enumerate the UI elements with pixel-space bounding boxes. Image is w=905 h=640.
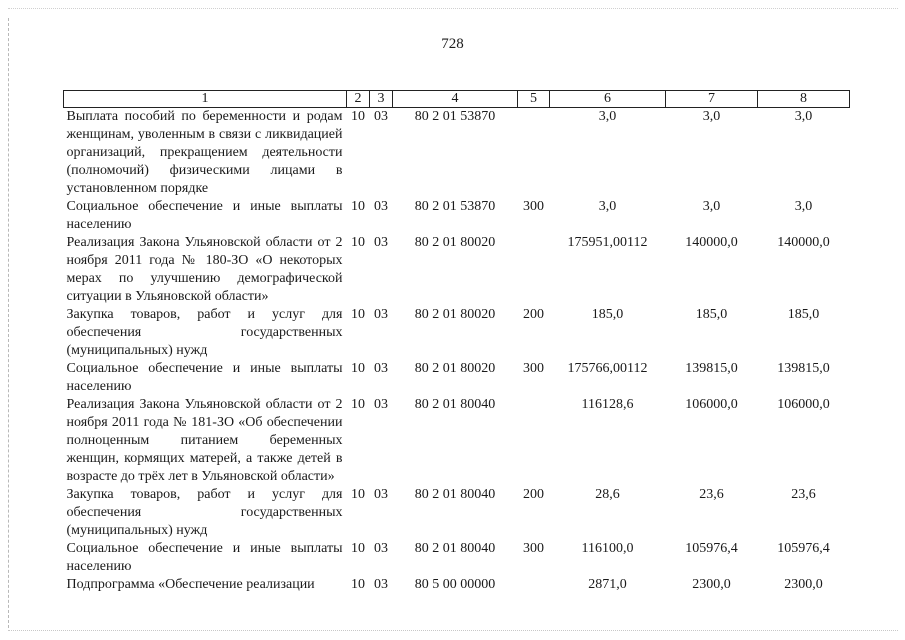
table-row [64,234,850,306]
row-target-code: 80 5 00 00000 [414,577,496,592]
row-amount-col6: 3,0 [598,109,617,124]
row-subsection: 03 [374,199,388,214]
table-row [64,486,850,540]
row-section: 10 [351,109,365,124]
table-row [64,360,850,396]
row-amount-col6: 116128,6 [581,397,634,412]
row-target-code: 80 2 01 80020 [414,235,496,250]
row-amount-col7: 23,6 [699,487,724,502]
table-header [64,91,850,108]
row-name: Социальное обеспечение и иные выплаты населению [66,541,343,574]
row-name: Закупка товаров, работ и услуг для обеспечения государственных (муниципальных) нужд [66,487,343,538]
row-amount-col6: 175951,00112 [567,235,648,250]
budget-table [63,90,850,594]
row-section: 10 [351,577,365,592]
row-expense-type: 300 [523,199,544,214]
row-expense-type: 300 [523,361,544,376]
header-col-5: 5 [518,91,550,108]
table-row [64,306,850,360]
row-amount-col7: 3,0 [702,109,721,124]
row-subsection: 03 [374,487,388,502]
table-row [64,396,850,486]
row-target-code: 80 2 01 53870 [414,109,496,124]
row-subsection: 03 [374,307,388,322]
header-row [64,91,850,108]
row-amount-col7: 139815,0 [685,361,738,376]
row-target-code: 80 2 01 80020 [414,307,496,322]
scan-border-bottom [8,630,898,631]
row-amount-col8: 23,6 [791,487,816,502]
row-section: 10 [351,397,365,412]
row-section: 10 [351,235,365,250]
row-amount-col7: 105976,4 [685,541,738,556]
row-target-code: 80 2 01 80040 [414,541,496,556]
row-expense-type [518,576,550,594]
row-amount-col6: 116100,0 [581,541,634,556]
row-name: Реализация Закона Ульяновской области от 2 ноября 2011 года № 181-ЗО «Об обеспечении полноценным питанием беременных женщин, кормящих матерей, а также детей в возрасте до трёх лет в Ульяновской области» [66,397,343,484]
row-section: 10 [351,199,365,214]
row-amount-col7: 3,0 [702,199,721,214]
table-row [64,198,850,234]
row-amount-col8: 106000,0 [777,397,830,412]
row-amount-col6: 28,6 [595,487,620,502]
row-amount-col7: 106000,0 [685,397,738,412]
row-amount-col6: 3,0 [598,199,617,214]
header-col-2: 2 [347,91,370,108]
row-amount-col8: 140000,0 [777,235,830,250]
row-subsection: 03 [374,577,388,592]
row-subsection: 03 [374,235,388,250]
row-subsection: 03 [374,541,388,556]
scan-border-left [8,18,9,628]
row-expense-type [518,396,550,486]
row-amount-col6: 185,0 [591,307,624,322]
row-name: Закупка товаров, работ и услуг для обеспечения государственных (муниципальных) нужд [66,307,343,358]
table-row [64,576,850,594]
header-col-7: 7 [666,91,758,108]
row-name: Реализация Закона Ульяновской области от 2 ноября 2011 года № 180-ЗО «О некоторых мерах по улучшению демографической ситуации в Ульяновской области» [66,235,343,304]
row-target-code: 80 2 01 53870 [414,199,496,214]
row-expense-type: 200 [523,307,544,322]
row-section: 10 [351,487,365,502]
header-col-4: 4 [393,91,518,108]
table-body [64,108,850,595]
row-section: 10 [351,541,365,556]
row-section: 10 [351,307,365,322]
header-col-8: 8 [758,91,850,108]
row-amount-col6: 2871,0 [588,577,627,592]
row-amount-col8: 139815,0 [777,361,830,376]
row-name: Социальное обеспечение и иные выплаты населению [66,199,343,232]
row-amount-col8: 105976,4 [777,541,830,556]
header-col-3: 3 [370,91,393,108]
row-expense-type [518,234,550,306]
row-name: Подпрограмма «Обеспечение реализации [66,577,315,592]
page-number: 728 [441,36,464,52]
header-col-1: 1 [64,91,347,108]
row-target-code: 80 2 01 80040 [414,397,496,412]
row-target-code: 80 2 01 80020 [414,361,496,376]
table-row [64,540,850,576]
row-target-code: 80 2 01 80040 [414,487,496,502]
row-expense-type [518,108,550,199]
row-amount-col8: 2300,0 [784,577,823,592]
row-amount-col7: 2300,0 [692,577,731,592]
table-row [64,108,850,199]
row-amount-col8: 3,0 [794,199,813,214]
scan-border-top [8,8,898,9]
row-expense-type: 300 [523,541,544,556]
row-name: Социальное обеспечение и иные выплаты населению [66,361,343,394]
row-amount-col8: 185,0 [787,307,820,322]
header-col-6: 6 [550,91,666,108]
row-subsection: 03 [374,397,388,412]
row-name: Выплата пособий по беременности и родам женщинам, уволенным в связи с ликвидацией организаций, прекращением деятельности (полномочий) физическими лицами в установленном порядке [66,109,343,196]
row-expense-type: 200 [523,487,544,502]
row-subsection: 03 [374,109,388,124]
row-amount-col7: 140000,0 [685,235,738,250]
row-amount-col8: 3,0 [794,109,813,124]
row-section: 10 [351,361,365,376]
row-subsection: 03 [374,361,388,376]
row-amount-col6: 175766,00112 [567,361,648,376]
row-amount-col7: 185,0 [695,307,728,322]
